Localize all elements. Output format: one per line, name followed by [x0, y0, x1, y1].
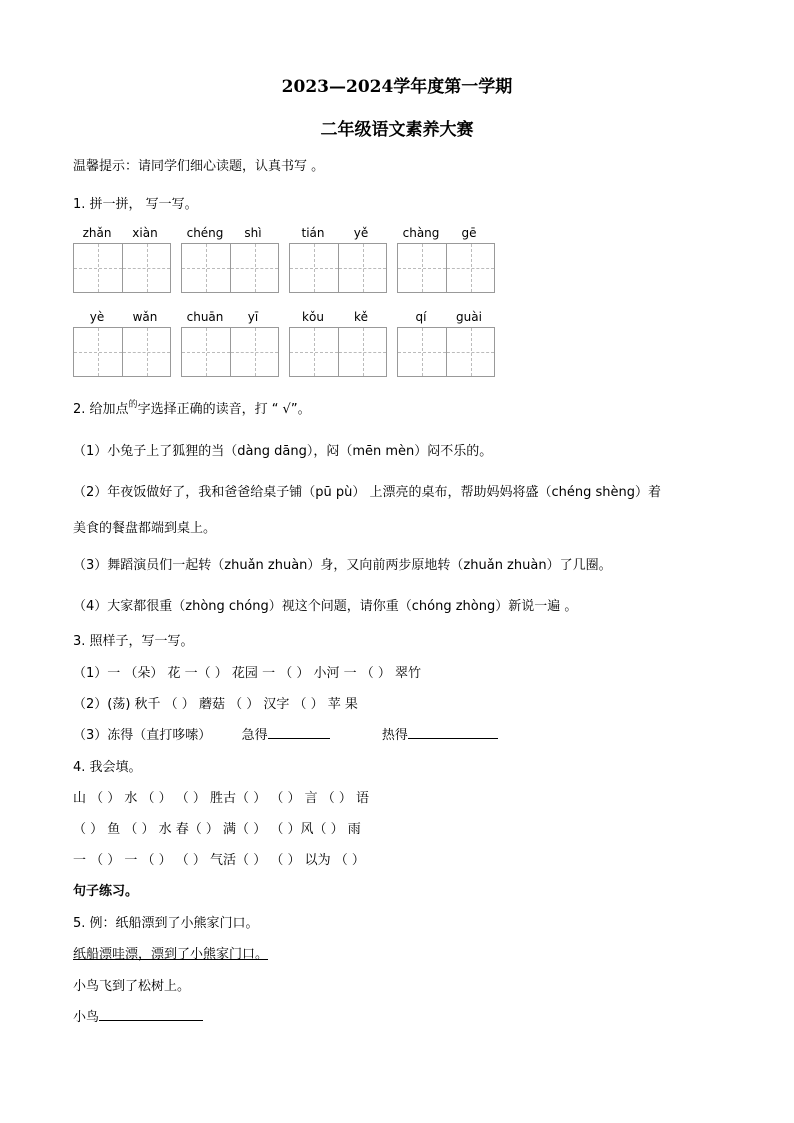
pinyin: tián — [301, 226, 325, 240]
q3-title: 3. 照样子，写一写。 — [73, 634, 194, 649]
pinyin: yě — [353, 226, 369, 240]
pinyin: chéng — [186, 226, 224, 240]
tianzige-box[interactable] — [289, 327, 387, 377]
pinyin: chàng — [402, 226, 440, 240]
q3-line-3 — [73, 724, 498, 743]
q2-title-sup: 的 — [128, 400, 138, 410]
pinyin: qí — [415, 310, 427, 324]
q2-item-1: （1）小兔子上了狐狸的当（dàng dāng），闷（mēn mèn）闷不乐的。 — [73, 444, 493, 459]
title-year: 2023—2024学年度第一学期 — [281, 77, 513, 97]
pinyin: kě — [354, 310, 368, 324]
tip-text: 温馨提示：请同学们细心读题，认真书写 。 — [73, 159, 325, 174]
q2-item-3: （3）舞蹈演员们一起转（zhuǎn zhuàn）身，又向前两步原地转（zhuǎn zhuàn）了几圈。 — [73, 558, 612, 573]
q4-line-2: （ ） 鱼 （ ） 水 春（ ） 满（ ） （ ）风（ ） 雨 — [73, 822, 361, 837]
q4-title: 4. 我会填。 — [73, 760, 142, 775]
answer-blank[interactable] — [268, 726, 330, 739]
section-heading: 句子练习。 — [73, 884, 139, 899]
pinyin: guài — [456, 310, 482, 324]
answer-blank[interactable] — [408, 726, 498, 739]
title-contest: 二年级语文素养大赛 — [320, 120, 474, 140]
q5-answer-line — [73, 1006, 203, 1025]
q4-line-3: 一 （ ） 一 （ ） （ ） 气活（ ） （ ） 以为 （ ） — [73, 853, 365, 868]
q2-item-2-cont: 美食的餐盘都端到桌上。 — [73, 521, 217, 536]
q3-line-2: （2）(荡) 秋千 （ ） 蘑菇 （ ） 汉字 （ ） 苹 果 — [73, 697, 358, 712]
q5-prompt: 小鸟飞到了松树上。 — [73, 979, 191, 994]
tianzige-box[interactable] — [181, 327, 279, 377]
q4-line-1: 山 （ ） 水 （ ） （ ） 胜古（ ） （ ） 言 （ ） 语 — [73, 791, 369, 806]
q2-title-a: 2. 给加点 — [73, 402, 129, 417]
pinyin: chuān — [186, 310, 224, 324]
q5-title: 5. 例：纸船漂到了小熊家门口。 — [73, 916, 259, 931]
q2-item-4: （4）大家都很重（zhòng chóng）视这个问题，请你重（chóng zhòng）新说一遍 。 — [73, 599, 578, 614]
pinyin: xiàn — [132, 226, 158, 240]
tianzige-box[interactable] — [397, 243, 495, 293]
q5-example: 纸船漂哇漂，漂到了小熊家门口。 — [73, 947, 269, 962]
q1-title: 1. 拼一拼， 写一写。 — [73, 197, 198, 212]
q2-title — [73, 398, 311, 417]
answer-blank[interactable] — [99, 1008, 203, 1021]
tianzige-box[interactable] — [289, 243, 387, 293]
q2-title-b: 字选择正确的读音，打 “ √”。 — [137, 402, 311, 417]
q3-line-1: （1）一 （朵） 花 一（ ） 花园 一 （ ） 小河 一 （ ） 翠竹 — [73, 666, 421, 681]
tianzige-box[interactable] — [397, 327, 495, 377]
pinyin: wǎn — [132, 310, 158, 324]
pinyin: yè — [89, 310, 105, 324]
pinyin: zhǎn — [82, 226, 112, 240]
tianzige-box[interactable] — [73, 243, 171, 293]
pinyin: shì — [244, 226, 262, 240]
q3-example: （3）冻得（直打哆嗦） — [73, 728, 212, 743]
q2-item-2: （2）年夜饭做好了，我和爸爸给桌子铺（pū pù） 上漂亮的桌布，帮助妈妈将盛（chéng shèng）着 — [73, 485, 662, 500]
q5-answer-prefix: 小鸟 — [73, 1010, 100, 1025]
q3-label-anxious: 急得 — [241, 728, 268, 743]
pinyin: yī — [247, 310, 259, 324]
q3-label-hot: 热得 — [381, 728, 408, 743]
pinyin: gē — [461, 226, 477, 240]
pinyin: kǒu — [302, 310, 324, 324]
tianzige-box[interactable] — [73, 327, 171, 377]
tianzige-box[interactable] — [181, 243, 279, 293]
